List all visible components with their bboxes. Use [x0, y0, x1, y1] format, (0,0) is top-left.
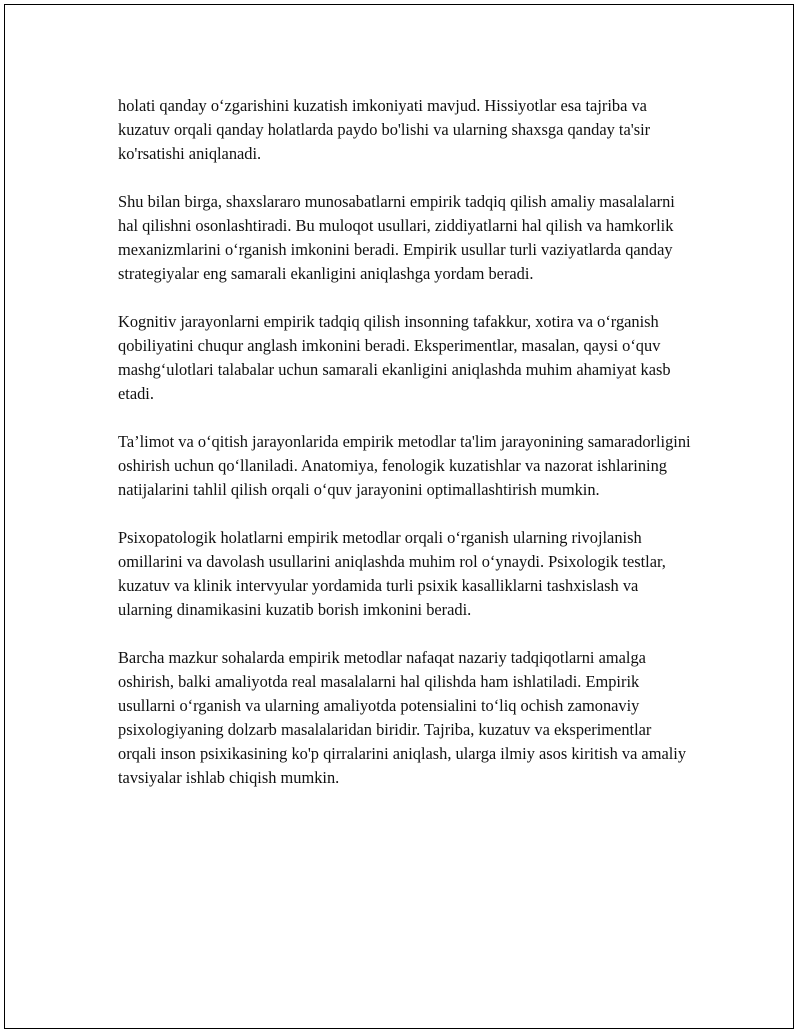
document-body [118, 94, 693, 790]
paragraph-3: Kognitiv jarayonlarni empirik tadqiq qilish insonning tafakkur, xotira va o‘rganish qobiliyatini chuqur anglash imkonini beradi. Eksperimentlar, masalan, qaysi o‘quv mashg‘ulotlari talabalar uchun samarali ekanligini aniqlashda muhim ahamiyat kasb etadi. [118, 312, 671, 403]
paragraph-4: Ta’limot va o‘qitish jarayonlarida empirik metodlar ta'lim jarayonining samaradorligini oshirish uchun qo‘llaniladi. Anatomiya, fenologik kuzatishlar va nazorat ishlarining natijalarini tahlil qilish orqali o‘quv jarayonini optimallashtirish mumkin. [118, 432, 691, 499]
paragraph-6: Barcha mazkur sohalarda empirik metodlar nafaqat nazariy tadqiqotlarni amalga oshirish, balki amaliyotda real masalalarni hal qilishda ham ishlatiladi. Empirik usullarni o‘rganish va ularning amaliyotda potensialini to‘liq ochish zamonaviy psixologiyaning dolzarb masalalaridan biridir. Tajriba, kuzatuv va eksperimentlar orqali inson psixikasining ko'p qirralarini aniqlash, ularga ilmiy asos kiritish va amaliy tavsiyalar ishlab chiqish mumkin. [118, 648, 687, 787]
paragraph-2: Shu bilan birga, shaxslararo munosabatlarni empirik tadqiq qilish amaliy masalalarni hal qilishni osonlashtiradi. Bu muloqot usullari, ziddiyatlarni hal qilish va hamkorlik mexanizmlarini o‘rganish imkonini beradi. Empirik usullar turli vaziyatlarda qanday strategiyalar eng samarali ekanligini aniqlashga yordam beradi. [118, 192, 675, 283]
paragraph-5: Psixopatologik holatlarni empirik metodlar orqali o‘rganish ularning rivojlanish omillarini va davolash usullarini aniqlashda muhim rol o‘ynaydi. Psixologik testlar, kuzatuv va klinik intervyular yordamida turli psixik kasalliklarni tashxislash va ularning dinamikasini kuzatib borish imkonini beradi. [118, 528, 666, 619]
paragraph-1: holati qanday o‘zgarishini kuzatish imkoniyati mavjud. Hissiyotlar esa tajriba va kuzatuv orqali qanday holatlarda paydo bo'lishi va ularning shaxsga qanday ta'sir ko'rsatishi aniqlanadi. [118, 96, 651, 163]
